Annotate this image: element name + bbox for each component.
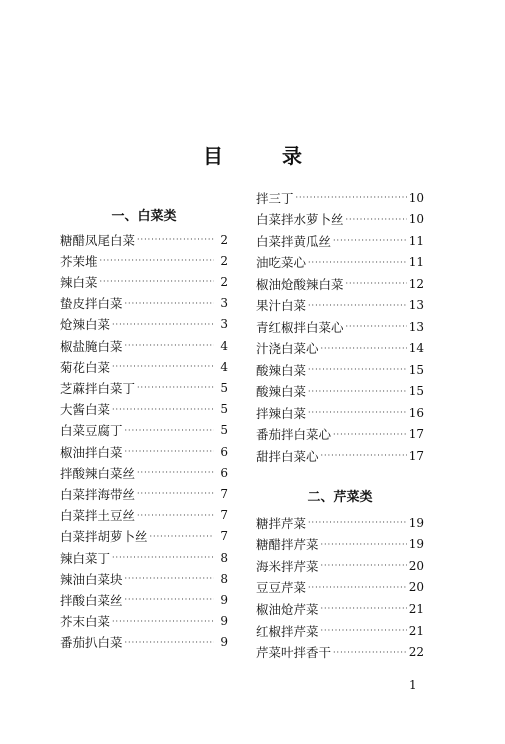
toc-entry [60, 589, 228, 610]
toc-entry-title: 白菜豆腐丁 [60, 423, 123, 439]
toc-entry-title: 番茄扒白菜 [60, 635, 123, 651]
toc-entry [60, 271, 228, 292]
toc-entry-page: 5 [220, 423, 228, 438]
dot-leader [333, 648, 407, 657]
toc-entry [60, 568, 228, 589]
toc-entry-page: 21 [408, 601, 424, 616]
toc-entry [60, 483, 228, 504]
dot-leader [150, 532, 214, 541]
toc-entry [256, 445, 424, 466]
toc-entry-page: 7 [220, 508, 228, 523]
dot-leader [321, 540, 407, 549]
toc-entry-page: 9 [220, 635, 228, 650]
toc-entry-title: 海米拌芹菜 [256, 558, 319, 574]
toc-entry [60, 356, 228, 377]
toc-entry [256, 577, 424, 598]
dot-leader [125, 426, 214, 435]
toc-entry-title: 油吃菜心 [256, 255, 307, 270]
toc-entry-page: 4 [220, 359, 228, 374]
dot-leader [321, 451, 407, 460]
toc-entry-title: 糖醋凤尾白菜 [60, 232, 136, 248]
toc-entry [60, 335, 228, 356]
toc-entry-title: 果汁白菜 [256, 298, 307, 313]
toc-entry-title: 拌酸辣白菜丝 [60, 465, 136, 481]
toc-entry-page: 13 [408, 319, 424, 334]
toc-entry-title: 青红椒拌白菜心 [256, 319, 344, 335]
section-title-cabbage: 一、白菜类 [111, 209, 177, 224]
toc-entry-title: 炝辣白菜 [60, 317, 111, 333]
dot-leader [333, 236, 407, 245]
dot-leader [308, 258, 407, 267]
dot-leader [125, 299, 214, 308]
page-number: 1 [409, 678, 417, 692]
toc-entry [60, 314, 228, 335]
dot-leader [125, 595, 214, 604]
dot-leader [321, 604, 407, 613]
dot-leader [125, 447, 214, 456]
toc-entry-page: 19 [408, 515, 424, 530]
toc-entry-page: 14 [408, 341, 424, 355]
toc-entry-page: 11 [408, 255, 424, 269]
dot-leader [333, 430, 407, 439]
dot-leader [112, 405, 214, 414]
toc-entry-title: 白菜拌胡萝卜丝 [60, 529, 148, 545]
toc-entry-title: 芥末白菜 [60, 614, 111, 630]
dot-leader [100, 277, 214, 286]
toc-entry-page: 4 [220, 338, 228, 353]
toc-entry-title: 酸辣白菜 [256, 362, 307, 378]
dot-leader [112, 320, 214, 329]
toc-entry [60, 250, 228, 271]
toc-entry-title: 白菜拌黄瓜丝 [256, 233, 332, 249]
toc-entry-title: 椒盐腌白菜 [60, 338, 123, 354]
toc-entry-title: 芹菜叶拌香干 [256, 645, 332, 661]
toc-entry [256, 555, 424, 576]
toc-entry-page: 11 [408, 233, 424, 248]
toc-entry-title: 辣油白菜块 [60, 571, 123, 587]
toc-entry-page: 9 [220, 592, 228, 607]
toc-entry [256, 402, 424, 423]
toc-entry-page: 3 [220, 296, 228, 311]
toc-entry-page: 16 [408, 405, 424, 420]
toc-entry [256, 338, 424, 359]
toc-entry-page: 8 [220, 571, 228, 586]
toc-entry-page: 12 [408, 276, 424, 291]
toc-entry [256, 295, 424, 316]
dot-leader [321, 626, 407, 635]
dot-leader [125, 574, 214, 583]
toc-entry-page: 19 [408, 537, 424, 552]
toc-entry-title: 菊花白菜 [60, 359, 111, 375]
toc-entry-page: 6 [220, 465, 228, 480]
toc-entry-title: 辣白菜丁 [60, 550, 111, 566]
toc-entry [256, 381, 424, 402]
toc-entry-title: 辣白菜 [60, 274, 98, 290]
toc-entry-title: 甜拌白菜心 [256, 448, 319, 464]
toc-entry-title: 白菜拌土豆丝 [60, 508, 136, 524]
toc-entry [60, 420, 228, 441]
toc-entry-title: 拌三丁 [256, 190, 294, 206]
toc-entry [256, 598, 424, 619]
dot-leader [137, 468, 214, 477]
toc-entry-page: 21 [408, 623, 424, 638]
dot-leader [100, 256, 214, 265]
toc-entry [60, 526, 228, 547]
dot-leader [346, 215, 407, 224]
toc-entry-title: 芝蔴拌白菜丁 [60, 380, 136, 396]
dot-leader [308, 301, 407, 310]
toc-entry-page: 9 [220, 614, 228, 629]
toc-entry-title: 白菜拌水萝卜丝 [256, 212, 344, 227]
dot-leader [137, 489, 214, 498]
toc-entry [60, 611, 228, 632]
toc-entry-page: 15 [408, 384, 424, 398]
toc-entry-title: 糖醋拌芹菜 [256, 537, 319, 553]
toc-entry-page: 6 [220, 444, 228, 459]
dot-leader [125, 341, 214, 350]
toc-entry-title: 番茄拌白菜心 [256, 427, 332, 442]
toc-entry [256, 187, 424, 208]
dot-leader [308, 518, 407, 527]
toc-entry-title: 拌辣白菜 [256, 405, 307, 421]
toc-entry [256, 273, 424, 294]
toc-entry [256, 534, 424, 555]
toc-entry-page: 10 [408, 190, 424, 205]
toc-entry [60, 399, 228, 420]
toc-entry-title: 大酱白菜 [60, 402, 111, 418]
toc-entry-page: 22 [408, 645, 424, 660]
toc-entry-page: 8 [220, 550, 228, 565]
toc-entry [60, 441, 228, 462]
toc-entry-page: 20 [408, 580, 424, 595]
toc-entry [60, 462, 228, 483]
dot-leader [137, 235, 214, 244]
toc-entry [256, 620, 424, 641]
toc-entry [256, 252, 424, 273]
toc-entry [256, 230, 424, 251]
toc-entry [60, 377, 228, 398]
dot-leader [137, 383, 214, 392]
toc-entry-page: 2 [220, 253, 228, 268]
toc-entry-title: 蛰皮拌白菜 [60, 296, 123, 312]
toc-entry [256, 642, 424, 663]
toc-entry [60, 547, 228, 568]
toc-entry-title: 白菜拌海带丝 [60, 486, 136, 502]
dot-leader [112, 553, 214, 562]
dot-leader [308, 365, 407, 374]
toc-entry-page: 20 [408, 558, 424, 573]
toc-entry-title: 椒油炝酸辣白菜 [256, 276, 344, 292]
toc-entry-page: 17 [408, 448, 424, 463]
toc-entry [256, 359, 424, 380]
toc-entry-title: 糖拌芹菜 [256, 515, 307, 531]
dot-leader [125, 638, 214, 647]
toc-entry-title: 拌酸白菜丝 [60, 592, 123, 608]
toc-entry [256, 316, 424, 337]
page-title: 目 录 [203, 144, 328, 168]
dot-leader [112, 362, 214, 371]
toc-entry-page: 7 [220, 486, 228, 501]
dot-leader [321, 344, 407, 353]
toc-entry [256, 512, 424, 533]
toc-entry-page: 15 [408, 362, 424, 377]
dot-leader [112, 617, 214, 626]
dot-leader [308, 387, 407, 396]
dot-leader [137, 511, 214, 520]
toc-entry-title: 汁浇白菜心 [256, 341, 319, 356]
dot-leader [346, 322, 407, 331]
toc-entry [60, 505, 228, 526]
toc-entry-title: 红椒拌芹菜 [256, 623, 319, 639]
toc-entry-page: 2 [220, 274, 228, 289]
toc-entry-title: 椒油拌白菜 [60, 444, 123, 460]
toc-entry-page: 3 [220, 317, 228, 332]
section-title-celery: 二、芹菜类 [307, 490, 373, 505]
toc-entry-title: 酸辣白菜 [256, 384, 307, 399]
toc-entry-page: 2 [220, 232, 228, 247]
toc-entry [256, 209, 424, 230]
dot-leader [321, 561, 407, 570]
dot-leader [346, 279, 407, 288]
toc-entry-page: 10 [408, 212, 424, 226]
toc-entry [60, 293, 228, 314]
toc-entry [256, 424, 424, 445]
toc-entry-page: 5 [220, 402, 228, 417]
toc-entry-page: 5 [220, 380, 228, 395]
dot-leader [308, 408, 407, 417]
toc-entry [60, 632, 228, 653]
dot-leader [296, 193, 407, 202]
dot-leader [308, 583, 407, 592]
toc-entry-page: 13 [408, 298, 424, 312]
toc-entry-title: 豆豆芹菜 [256, 580, 307, 596]
toc-entry-page: 17 [408, 427, 424, 441]
toc-entry-page: 7 [220, 529, 228, 544]
toc-entry-title: 椒油炝芹菜 [256, 601, 319, 617]
toc-entry-title: 芥茉堆 [60, 253, 98, 269]
toc-entry [60, 229, 228, 250]
